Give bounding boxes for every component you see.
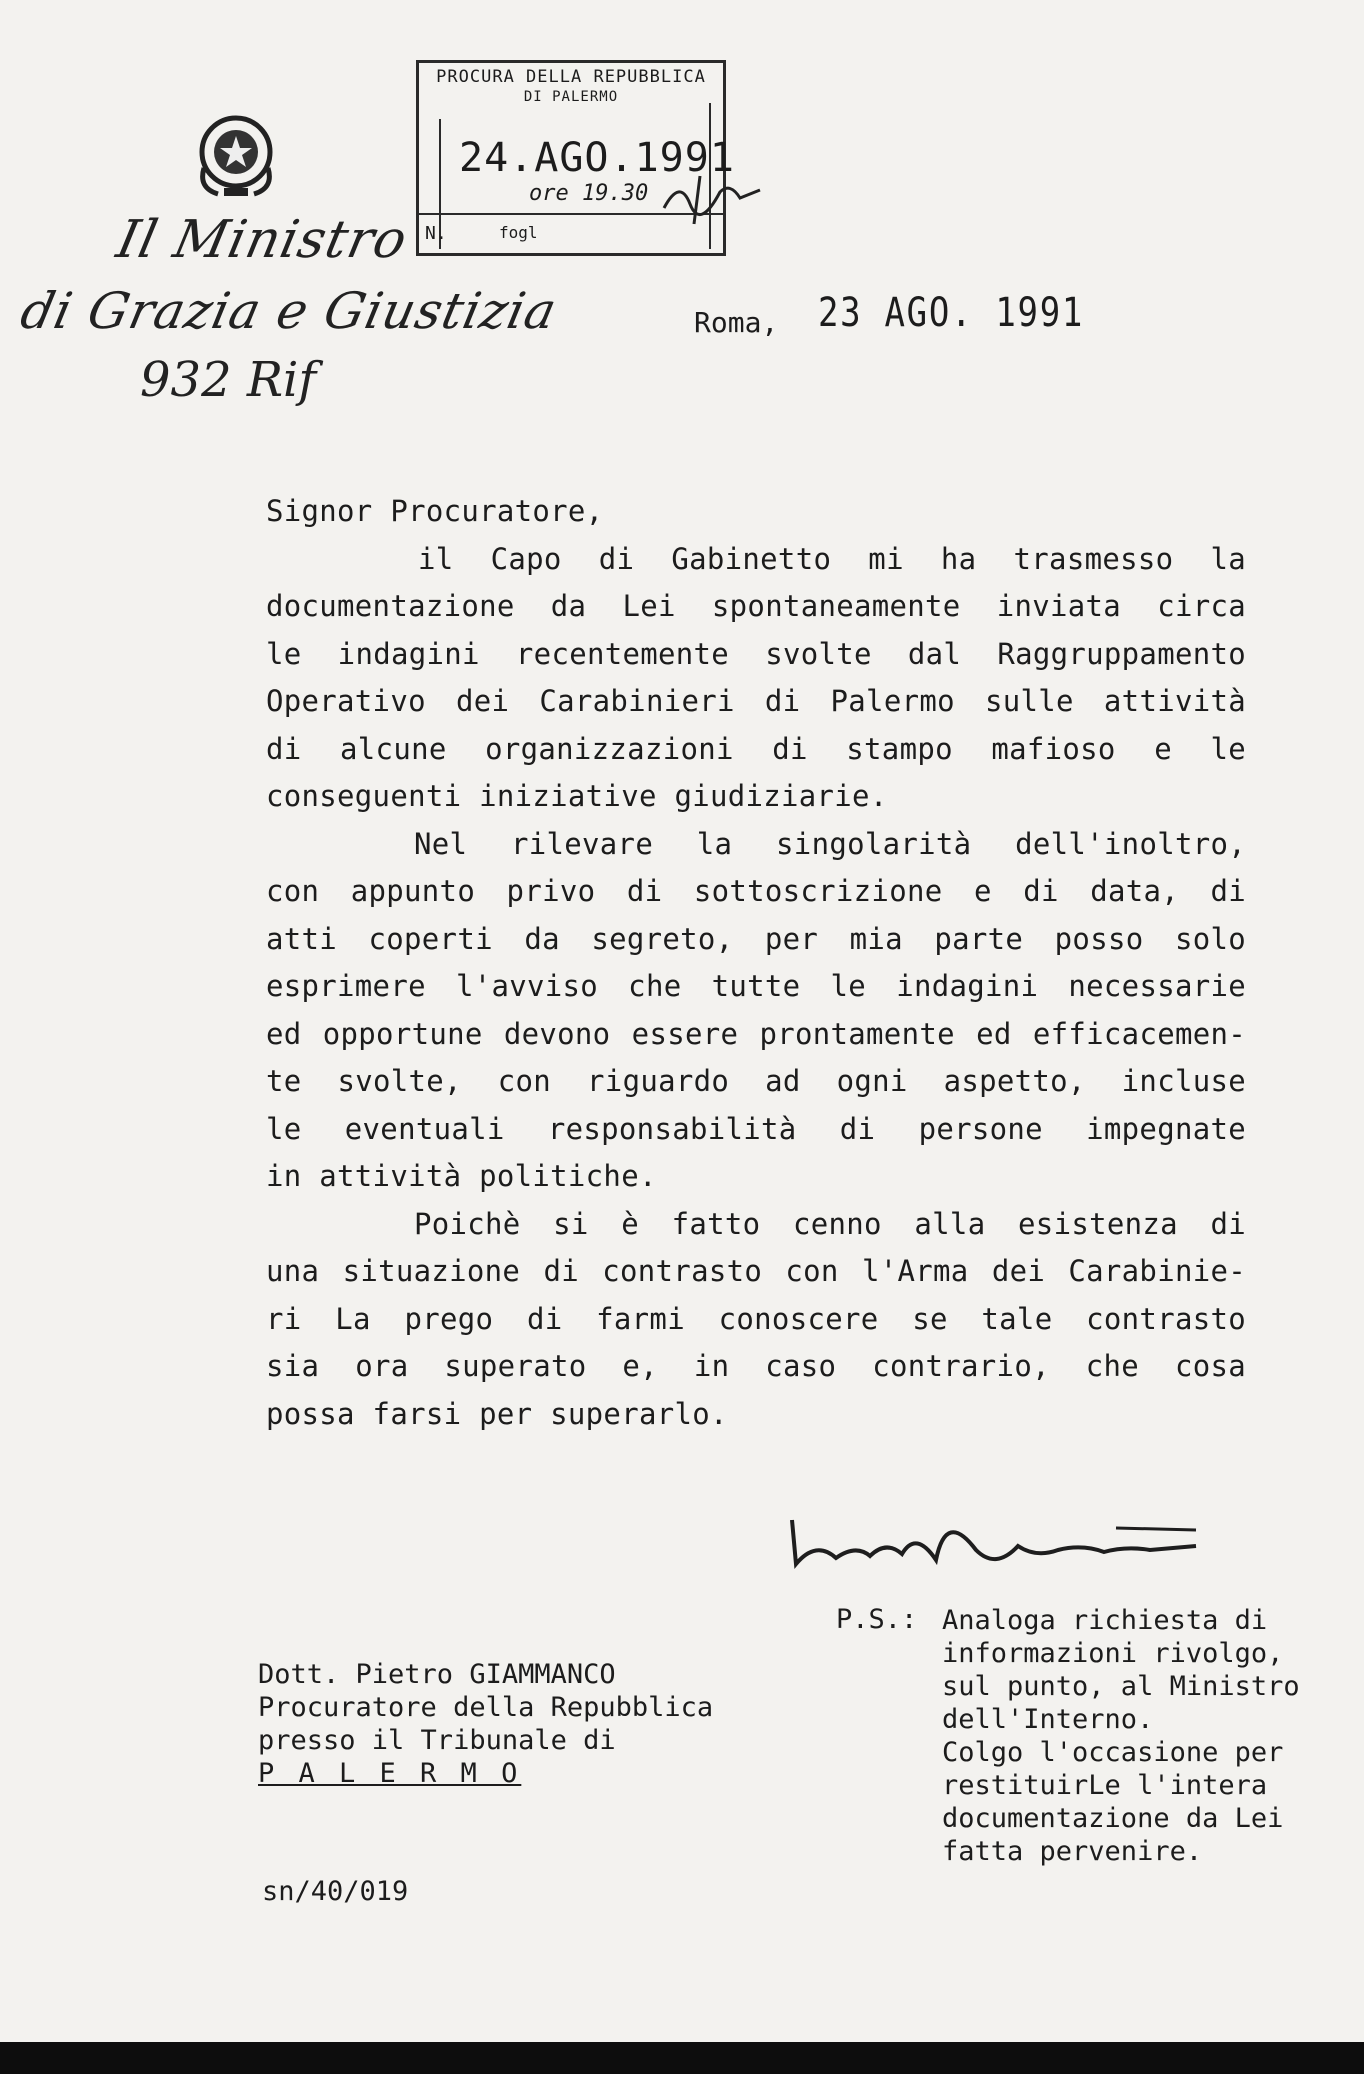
body-line: il Capo di Gabinetto mi ha trasmesso la <box>418 541 1246 576</box>
salutation: Signor Procuratore, <box>266 494 604 528</box>
stamp-date: 24.AGO.1991 <box>459 135 735 181</box>
stamp-office: PROCURA DELLA REPUBBLICA <box>436 67 706 87</box>
addressee-name: Dott. Pietro GIAMMANCO <box>258 1659 616 1690</box>
protocol-note: 932 Rif <box>140 352 317 408</box>
body-line: documentazione da Lei spontaneamente inviata circa <box>266 589 1246 623</box>
addressee-block <box>258 1658 713 1790</box>
postscript-text <box>942 1604 1300 1868</box>
ps-line: dell'Interno. <box>942 1704 1154 1735</box>
stamp-sheet-label: fogl <box>499 223 538 242</box>
body-line: atti coperti da segreto, per mia parte posso solo <box>266 921 1246 956</box>
body-line: le indagini recentemente svolte dal Raggruppamento <box>266 636 1246 671</box>
republic-emblem-icon <box>194 108 278 200</box>
body-line: te svolte, con riguardo ad ogni aspetto, incluse <box>266 1064 1246 1098</box>
ministry-title-line2: di Grazia e Giustizia <box>15 282 563 340</box>
ps-line: sul punto, al Ministro <box>942 1671 1300 1702</box>
stamp-initials-signature <box>660 168 770 228</box>
addressee-title: Procuratore della Repubblica <box>258 1692 714 1723</box>
letter-date: 23 AGO. 1991 <box>818 290 1085 336</box>
body-line: Nel rilevare la singolarità dell'inoltro, <box>414 826 1246 861</box>
body-line: con appunto privo di sottoscrizione e di data, di <box>266 874 1246 908</box>
bottom-bar <box>0 2042 1364 2074</box>
minister-signature <box>786 1500 1206 1580</box>
addressee-court: presso il Tribunale di <box>258 1725 616 1756</box>
body-line: sia ora superato e, in caso contrario, che cosa <box>266 1349 1246 1383</box>
paragraph-2 <box>266 821 1246 1201</box>
body-line: ed opportune devono essere prontamente ed efficacemen- <box>266 1016 1246 1051</box>
ps-line: informazioni rivolgo, <box>942 1638 1284 1669</box>
ps-line: fatta pervenire. <box>942 1836 1203 1867</box>
ps-line: Colgo l'occasione per <box>942 1737 1284 1768</box>
stamp-number-label: N. <box>425 223 447 244</box>
addressee-city: P A L E R M O <box>258 1758 522 1789</box>
ministry-title-line1: Il Ministro <box>111 210 413 270</box>
body-line: conseguenti iniziative giudiziarie. <box>266 779 888 813</box>
postscript-label: P.S.: <box>836 1604 918 1635</box>
reference-code: sn/40/019 <box>262 1876 409 1907</box>
stamp-city: DI PALERMO <box>523 89 619 105</box>
body-line: ri La prego di farmi conoscere se tale contrasto <box>266 1301 1246 1336</box>
body-line: possa farsi per superarlo. <box>266 1396 728 1431</box>
body-line: in attività politiche. <box>266 1159 657 1193</box>
date-place: Roma, <box>694 306 779 339</box>
paragraph-3 <box>266 1201 1246 1439</box>
body-line: di alcune organizzazioni di stampo mafioso e le <box>266 731 1246 766</box>
body-line: Poichè si è fatto cenno alla esistenza di <box>414 1206 1246 1241</box>
ps-line: Analoga richiesta di <box>942 1605 1268 1636</box>
body-line: esprimere l'avviso che tutte le indagini necessarie <box>266 969 1246 1003</box>
body-line: una situazione di contrasto con l'Arma dei Carabinie- <box>266 1254 1246 1288</box>
ps-line: documentazione da Lei <box>942 1803 1284 1834</box>
body-line: Operativo dei Carabinieri di Palermo sulle attività <box>266 684 1246 718</box>
ps-line: restituirLe l'intera <box>942 1770 1268 1801</box>
stamp-time: ore 19.30 <box>529 181 649 206</box>
letter-body <box>266 488 1246 1438</box>
body-line: le eventuali responsabilità di persone impegnate <box>266 1111 1246 1146</box>
paragraph-1 <box>266 536 1246 821</box>
